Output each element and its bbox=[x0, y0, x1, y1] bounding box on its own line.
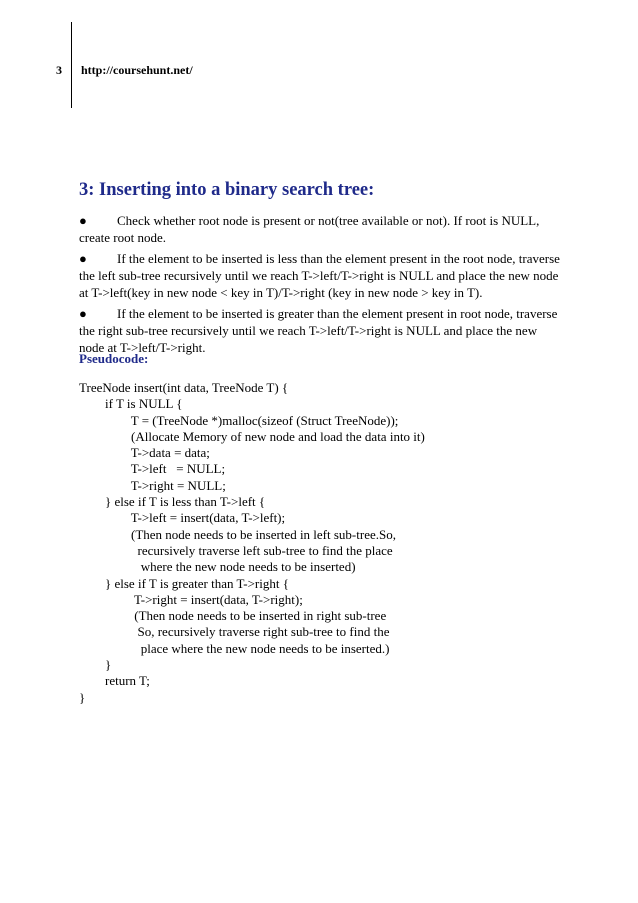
code-line: T->left = NULL; bbox=[79, 461, 226, 477]
code-line: T->left = insert(data, T->left); bbox=[79, 510, 286, 526]
page-number: 3 bbox=[56, 63, 62, 77]
bullet-dot-icon: ● bbox=[79, 213, 87, 228]
code-line: (Allocate Memory of new node and load the data into it) bbox=[79, 428, 425, 444]
code-line: T->right = NULL; bbox=[79, 477, 226, 493]
bullet-item bbox=[79, 212, 561, 246]
header-divider bbox=[71, 22, 72, 108]
bullet-list bbox=[79, 212, 561, 360]
code-line: T = (TreeNode *)malloc(sizeof (Struct TreeNode)); bbox=[79, 412, 399, 428]
code-line: } bbox=[79, 657, 112, 673]
pseudocode-heading: Pseudocode: bbox=[79, 351, 149, 366]
bullet-item bbox=[79, 250, 561, 301]
code-line: recursively traverse left sub-tree to find the place bbox=[79, 542, 393, 558]
code-line: (Then node needs to be inserted in right sub-tree bbox=[79, 608, 387, 624]
bullet-dot-icon: ● bbox=[79, 306, 87, 321]
bullet-item bbox=[79, 305, 561, 356]
section-number: 3: bbox=[79, 180, 95, 200]
pseudocode-block bbox=[79, 380, 425, 706]
header-url: http://coursehunt.net/ bbox=[81, 63, 193, 77]
bullet-dot-icon: ● bbox=[79, 251, 87, 266]
code-line: where the new node needs to be inserted) bbox=[79, 559, 356, 575]
bullet-text: If the element to be inserted is greater than the element present in root node, traverse the right sub-tree recursively until we reach T->left/T->right is NULL and place the new node at T->left/T->right. bbox=[79, 306, 558, 355]
code-line: TreeNode insert(int data, TreeNode T) { bbox=[79, 380, 289, 395]
code-line: place where the new node needs to be inserted.) bbox=[79, 640, 390, 656]
code-line: return T; bbox=[79, 673, 150, 689]
code-line: } else if T is greater than T->right { bbox=[79, 575, 289, 591]
code-line: if T is NULL { bbox=[79, 396, 183, 412]
code-line: T->right = insert(data, T->right); bbox=[79, 591, 303, 607]
code-line: T->data = data; bbox=[79, 445, 210, 461]
code-line: } else if T is less than T->left { bbox=[79, 494, 266, 510]
section-title-text: Inserting into a binary search tree: bbox=[99, 180, 375, 200]
code-line: } bbox=[79, 689, 86, 705]
bullet-text: Check whether root node is present or not(tree available or not). If root is NULL, create root node. bbox=[79, 213, 540, 245]
bullet-text: If the element to be inserted is less than the element present in the root node, traverse the left sub-tree recursively until we reach T->left/T->right is NULL and place the new node at T->left(key in new node < key in T)/T->right (key in new node > key in T). bbox=[79, 251, 560, 300]
code-line: So, recursively traverse right sub-tree to find the bbox=[79, 624, 390, 640]
section-title bbox=[79, 180, 374, 201]
code-line: (Then node needs to be inserted in left sub-tree.So, bbox=[79, 526, 396, 542]
